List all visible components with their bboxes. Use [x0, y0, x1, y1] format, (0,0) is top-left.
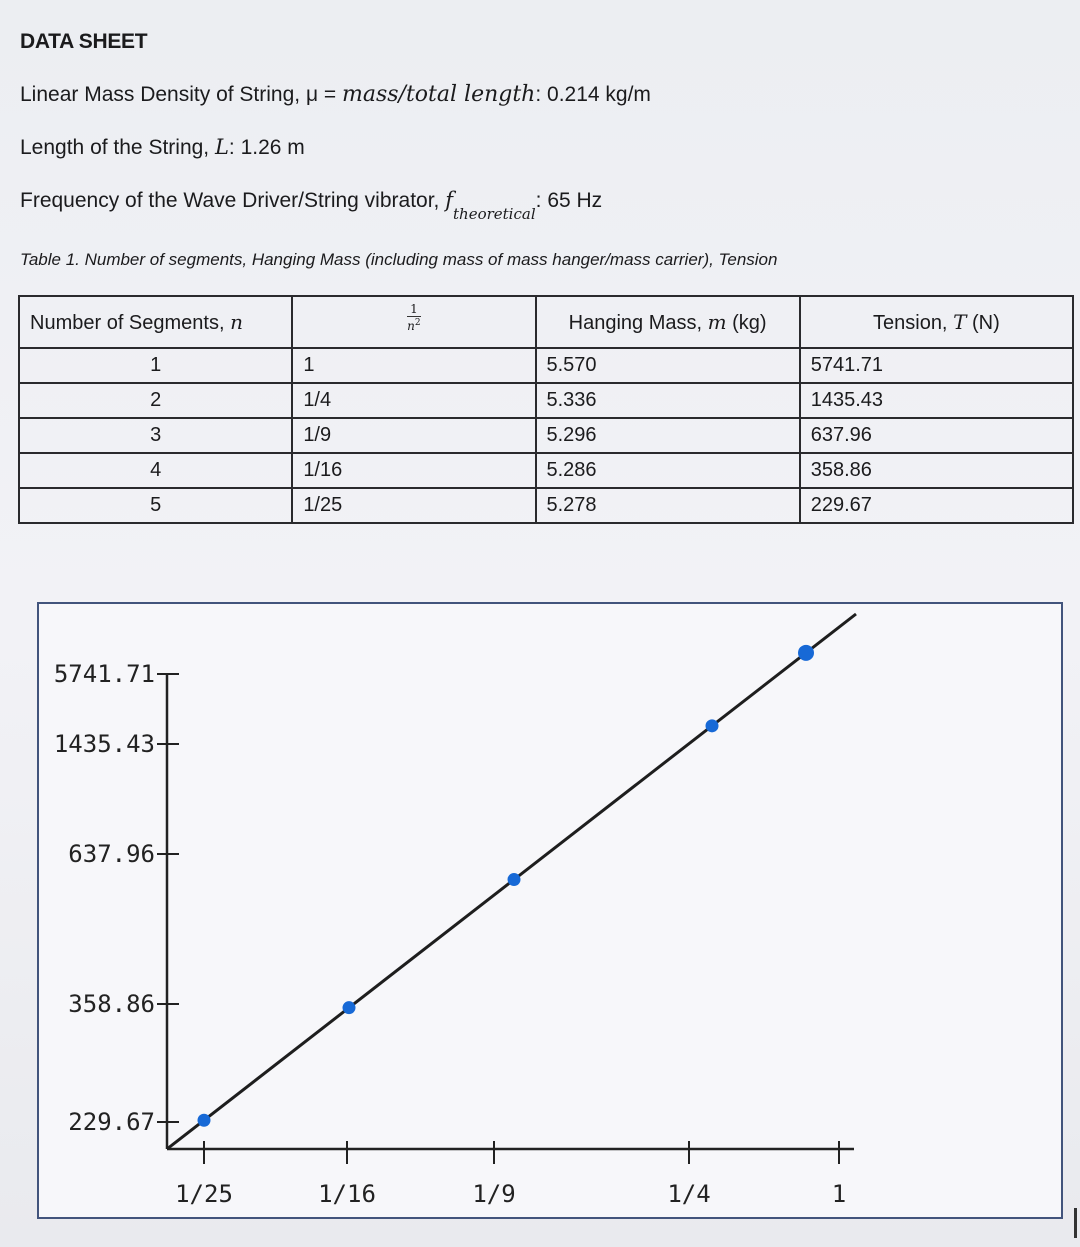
- x-tick-label: 1/16: [318, 1180, 376, 1208]
- data-point: [508, 873, 521, 886]
- table-row: [19, 488, 1073, 523]
- y-tick-label: 5741.71: [53, 660, 155, 688]
- data-point: [798, 645, 814, 661]
- cell-mass: 5.336: [536, 383, 800, 418]
- data-point: [198, 1114, 211, 1127]
- header-tension-label: Tension,: [873, 311, 954, 334]
- header-inverse-n-squared: [292, 296, 535, 348]
- y-tick-label: 1435.43: [53, 730, 155, 758]
- frequency-value: 65 Hz: [547, 189, 603, 212]
- cell-segments: 5: [19, 488, 292, 523]
- frequency-symbol: f: [445, 188, 454, 212]
- cell-inverse: 1/4: [292, 383, 535, 418]
- x-tick-label: 1/25: [175, 1180, 233, 1208]
- header-tension-symbol: T: [953, 309, 967, 334]
- table-caption: Table 1. Number of segments, Hanging Mass (including mass of mass hanger/mass carrier), Tension: [20, 250, 778, 269]
- cell-inverse: 1: [292, 348, 535, 383]
- x-tick-label: 1/9: [472, 1180, 516, 1208]
- cell-segments: 1: [19, 348, 292, 383]
- tension-plot: [37, 602, 1063, 1219]
- cell-segments: 2: [19, 383, 292, 418]
- page-edge: [1074, 1208, 1077, 1238]
- cell-tension: 5741.71: [800, 348, 1073, 383]
- y-tick-label: 358.86: [68, 990, 155, 1018]
- y-tick-label: 229.67: [68, 1108, 155, 1136]
- header-segments-label: Number of Segments,: [30, 311, 231, 334]
- header-segments: [19, 296, 292, 348]
- cell-mass: 5.570: [536, 348, 800, 383]
- table-row: [19, 418, 1073, 453]
- table-header-row: [19, 296, 1073, 348]
- segments-table: [18, 295, 1074, 524]
- cell-tension: 1435.43: [800, 383, 1073, 418]
- table-row: [19, 348, 1073, 383]
- x-tick-label: 1: [831, 1180, 847, 1208]
- table-row: [19, 383, 1073, 418]
- cell-segments: 4: [19, 453, 292, 488]
- length-label: Length of the String,: [20, 136, 215, 159]
- inverse-n-squared-fraction: [407, 303, 420, 333]
- cell-inverse: 1/25: [292, 488, 535, 523]
- plot-canvas: [39, 604, 1061, 1217]
- cell-inverse: 1/16: [292, 453, 535, 488]
- x-tick-label: 1/4: [667, 1180, 711, 1208]
- cell-mass: 5.286: [536, 453, 800, 488]
- header-hanging-mass: [536, 296, 800, 348]
- length-symbol: L: [214, 135, 229, 159]
- density-formula: mass/total length: [341, 82, 536, 107]
- table-row: [19, 453, 1073, 488]
- density-value: 0.214 kg/m: [547, 83, 651, 106]
- length-line: Length of the String, L: 1.26 m: [20, 135, 305, 159]
- data-point: [343, 1001, 356, 1014]
- density-label: Linear Mass Density of String, μ =: [20, 83, 342, 106]
- header-mass-unit: (kg): [732, 311, 767, 334]
- header-segments-symbol: n: [230, 309, 243, 334]
- header-mass-label: Hanging Mass,: [568, 311, 708, 334]
- frequency-subscript: theoretical: [453, 205, 536, 223]
- cell-tension: 229.67: [800, 488, 1073, 523]
- cell-segments: 3: [19, 418, 292, 453]
- header-tension-unit: (N): [971, 311, 1000, 334]
- length-value: 1.26 m: [240, 136, 305, 159]
- fraction-denominator: n: [407, 318, 415, 333]
- frequency-label: Frequency of the Wave Driver/String vibrator,: [20, 189, 446, 212]
- y-tick-label: 637.96: [68, 840, 155, 868]
- sheet-title: DATA SHEET: [20, 30, 148, 53]
- cell-inverse: 1/9: [292, 418, 535, 453]
- data-point: [706, 719, 719, 732]
- frequency-line: Frequency of the Wave Driver/String vibrator, $f_{theoretical}$: 65 Hz: [20, 188, 603, 223]
- cell-mass: 5.278: [536, 488, 800, 523]
- density-line: Linear Mass Density of String, μ = mass/total length: 0.214 kg/m: [20, 82, 651, 107]
- cell-tension: 637.96: [800, 418, 1073, 453]
- cell-tension: 358.86: [800, 453, 1073, 488]
- fraction-exponent: 2: [414, 317, 421, 328]
- cell-mass: 5.296: [536, 418, 800, 453]
- header-tension: [800, 296, 1073, 348]
- fraction-numerator: 1: [407, 303, 420, 317]
- header-mass-symbol: m: [707, 309, 727, 334]
